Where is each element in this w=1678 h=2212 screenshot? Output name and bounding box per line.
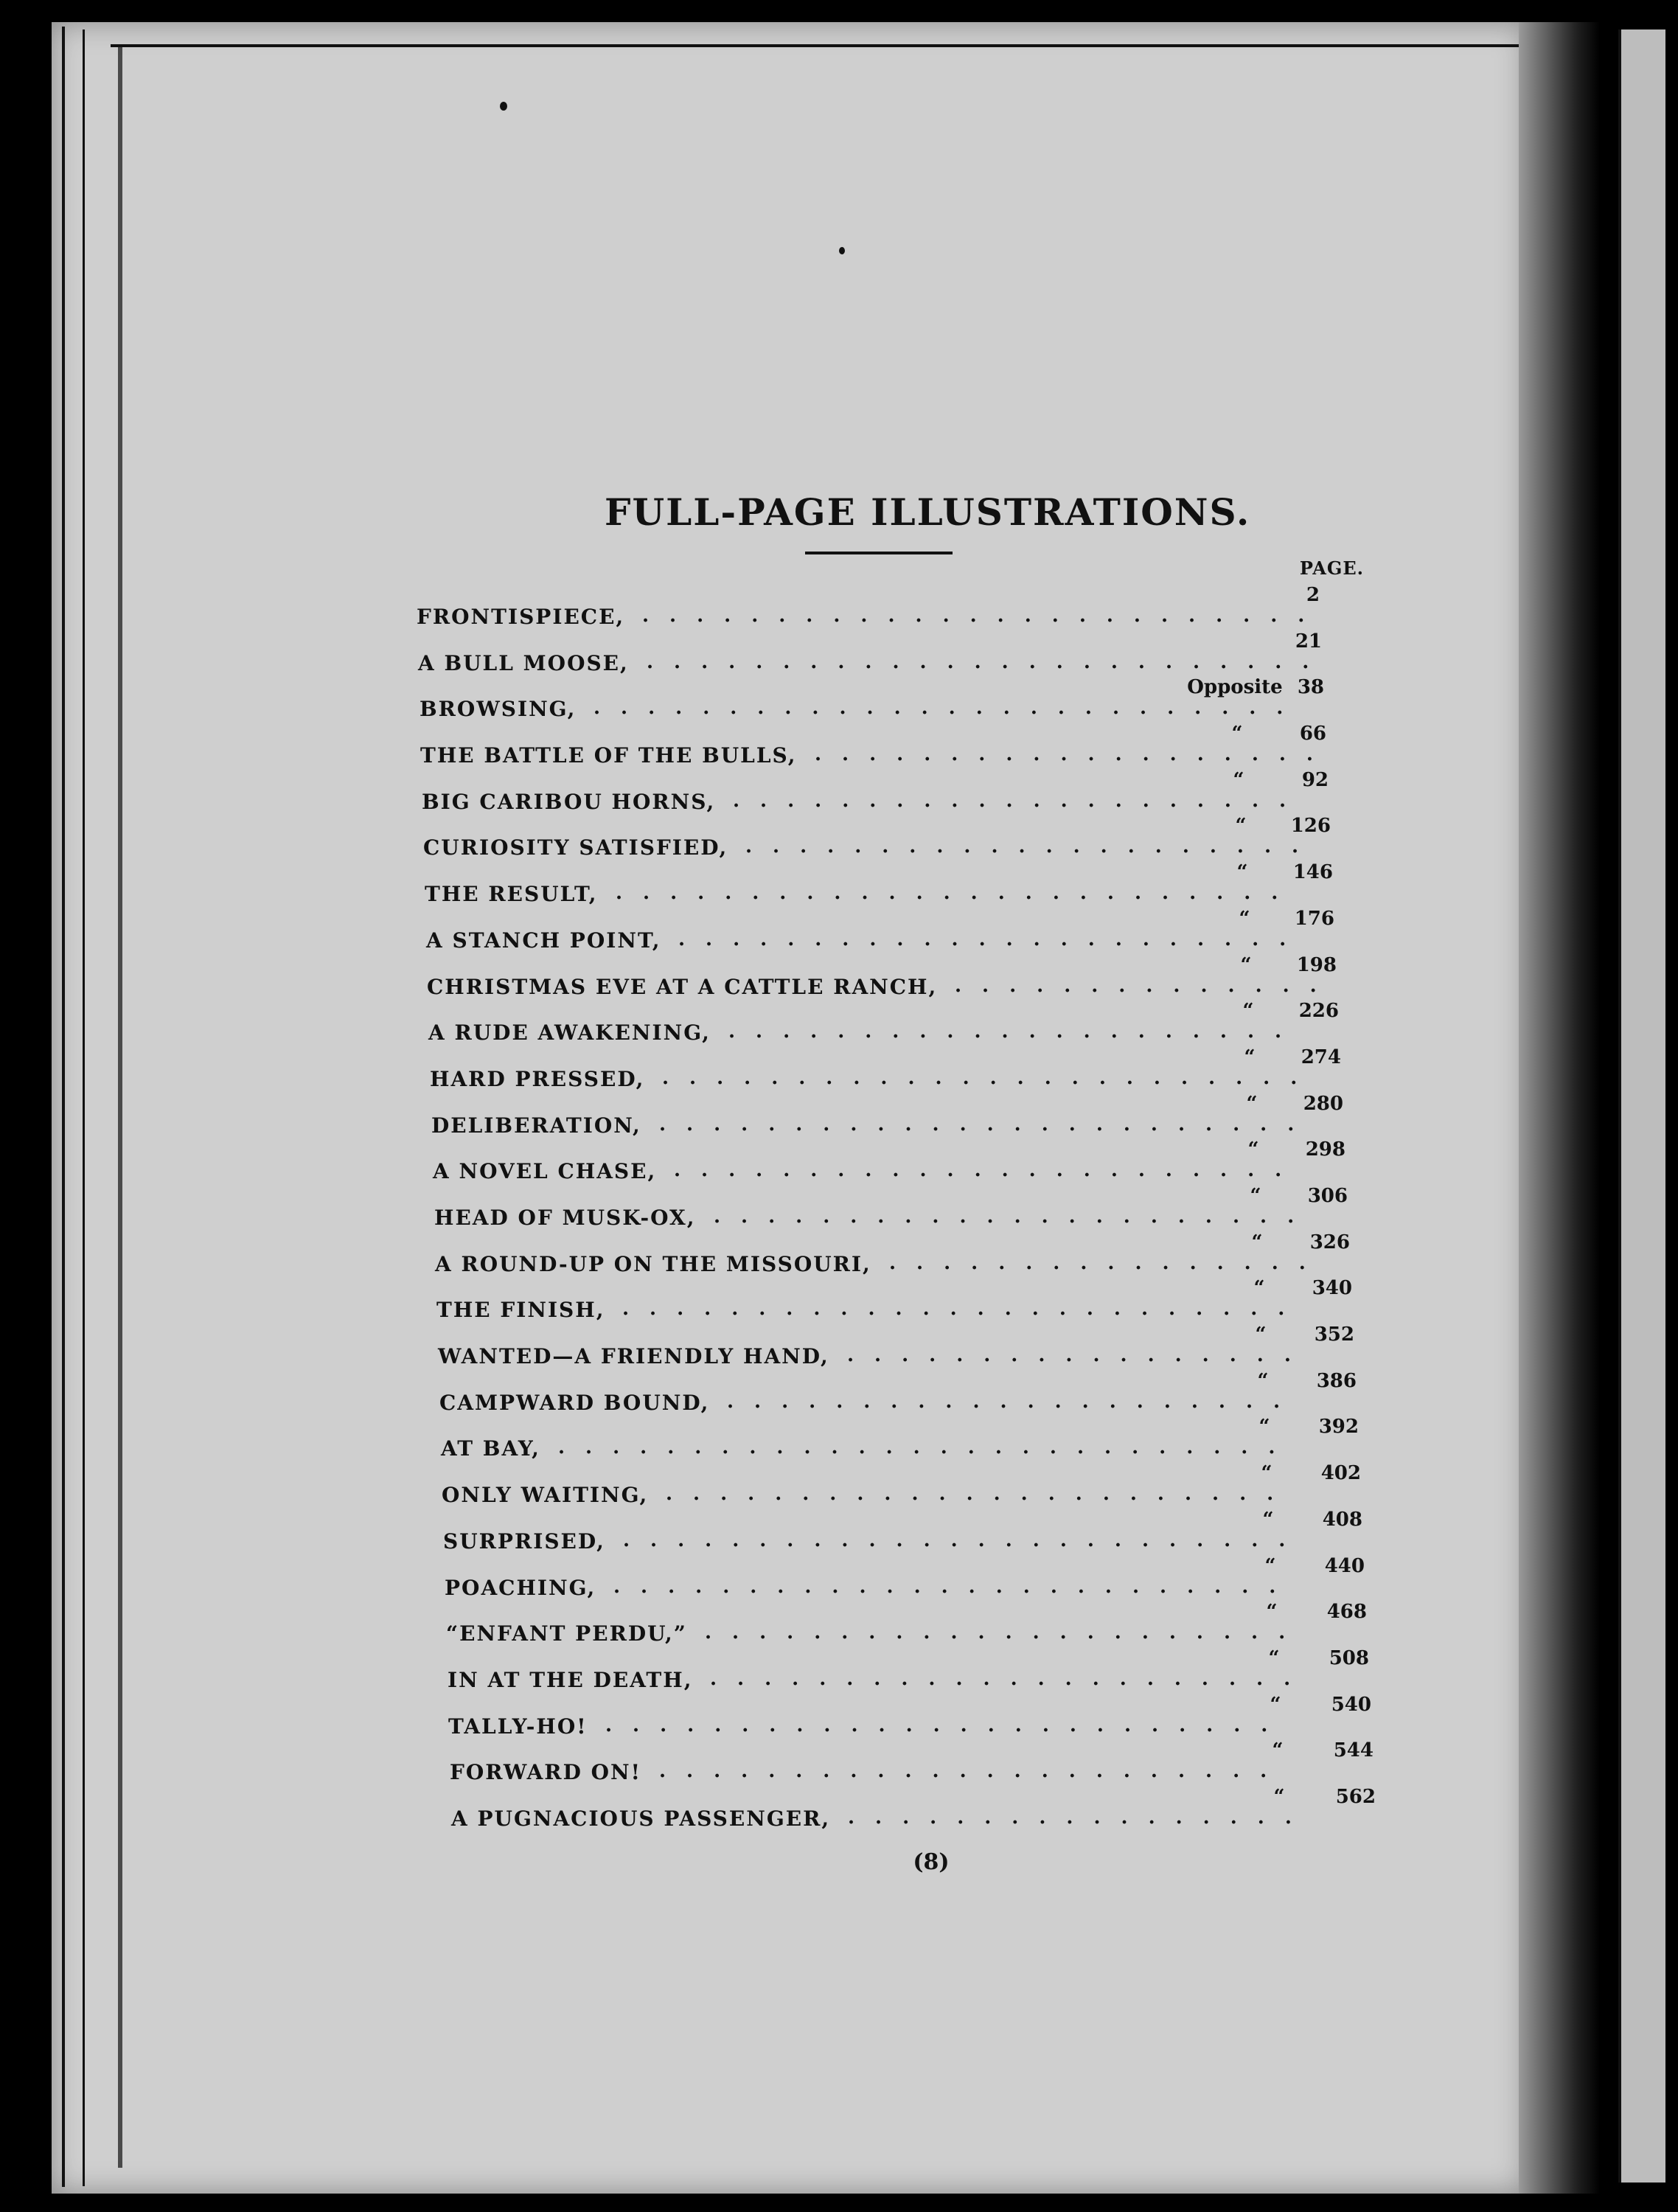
list-item — [434, 1185, 1475, 1235]
page-ref: 352 — [1314, 1324, 1354, 1346]
illustration-title: FRONTISPIECE, — [417, 605, 625, 629]
illustration-title: CAMPWARD BOUND, — [439, 1391, 710, 1415]
illustration-title: BIG CARIBOU HORNS, — [422, 790, 716, 814]
page-top-edge — [111, 44, 1533, 47]
page-ref: 468 — [1326, 1601, 1367, 1623]
list-item — [436, 1277, 1475, 1327]
page-ref: 562 — [1335, 1786, 1376, 1808]
gutter-shadow — [1519, 22, 1600, 2194]
opposite-ref: “ — [1266, 1601, 1278, 1623]
opposite-ref: “ — [1264, 1555, 1276, 1577]
illustration-title: BROWSING, — [420, 697, 577, 721]
leader-dots: ......................... — [616, 882, 1299, 904]
list-item — [425, 861, 1475, 911]
leader-dots: ......................... — [642, 605, 1326, 627]
list-item — [451, 1786, 1475, 1836]
page-ref: 386 — [1316, 1370, 1357, 1392]
illustration-title: A NOVEL CHASE, — [433, 1159, 657, 1183]
list-item — [423, 815, 1475, 865]
list-item — [443, 1509, 1475, 1559]
opposite-ref: “ — [1261, 1462, 1273, 1484]
page-ref: 274 — [1301, 1046, 1341, 1068]
opposite-ref: “ — [1231, 723, 1243, 745]
opposite-ref: Opposite — [1187, 676, 1283, 698]
page-ref: 392 — [1318, 1416, 1359, 1438]
opposite-ref: “ — [1233, 769, 1244, 791]
page-ref: 306 — [1307, 1185, 1348, 1207]
leader-dots: ....................... — [678, 928, 1307, 950]
illustration-title: A ROUND-UP ON THE MISSOURI, — [435, 1252, 871, 1276]
illustration-title: POACHING, — [445, 1576, 596, 1600]
page-title: FULL-PAGE ILLUSTRATIONS. — [605, 490, 1251, 534]
leader-dots: ...................... — [714, 1206, 1315, 1228]
list-item — [438, 1324, 1475, 1374]
list-item — [426, 908, 1475, 958]
page-ref: 340 — [1312, 1277, 1352, 1299]
illustration-title: AT BAY, — [441, 1436, 540, 1461]
leader-dots: ....................... — [659, 1760, 1288, 1782]
ink-speck — [839, 247, 845, 254]
opposite-ref: “ — [1251, 1231, 1263, 1253]
illustration-title: “ENFANT PERDU,” — [446, 1621, 687, 1646]
list-item — [442, 1462, 1475, 1512]
opposite-ref: “ — [1273, 1786, 1285, 1808]
leader-dots: ......................... — [623, 1529, 1306, 1551]
opposite-ref: “ — [1246, 1093, 1258, 1115]
leader-dots: ..................... — [733, 790, 1307, 812]
leader-dots: .......................... — [593, 697, 1304, 719]
opposite-ref: “ — [1239, 908, 1250, 930]
illustration-title: FORWARD ON! — [450, 1760, 641, 1784]
illustration-title: SURPRISED, — [443, 1529, 605, 1554]
leader-dots: ......................... — [647, 651, 1330, 673]
leader-dots: ..................... — [728, 1020, 1303, 1043]
page-edge-line — [62, 27, 65, 2187]
leader-dots: ........................ — [662, 1067, 1318, 1089]
page-edge-line — [83, 29, 85, 2186]
page-ref: 38 — [1297, 676, 1324, 698]
leader-dots: ....................... — [674, 1159, 1303, 1181]
page-ref: 2 — [1306, 584, 1320, 606]
page-ref: 298 — [1305, 1138, 1345, 1161]
opposite-ref: “ — [1270, 1694, 1281, 1716]
opposite-ref: “ — [1258, 1416, 1270, 1438]
leader-dots: ................ — [889, 1252, 1326, 1274]
list-item — [430, 1046, 1475, 1096]
illustration-title: THE RESULT, — [425, 882, 598, 906]
leader-dots: .............. — [955, 975, 1337, 997]
illustration-title: CURIOSITY SATISFIED, — [423, 835, 728, 860]
opposite-ref: “ — [1247, 1138, 1259, 1161]
list-item — [420, 676, 1475, 726]
illustration-title: IN AT THE DEATH, — [448, 1668, 693, 1692]
page-ref: 440 — [1324, 1555, 1365, 1577]
page-ref: 508 — [1329, 1647, 1369, 1669]
illustration-title: HEAD OF MUSK-OX, — [434, 1206, 696, 1230]
illustration-title: ONLY WAITING, — [442, 1483, 649, 1507]
leader-dots: ...................... — [710, 1668, 1312, 1690]
list-item — [446, 1601, 1475, 1651]
page-edge-line — [118, 44, 122, 2168]
page-ref: 198 — [1296, 954, 1337, 976]
page-column-header: PAGE. — [1299, 557, 1364, 579]
title-rule — [805, 552, 953, 554]
page-ref: 21 — [1295, 630, 1322, 653]
facing-page-edge — [1618, 29, 1665, 2183]
illustration-title: DELIBERATION, — [431, 1113, 641, 1138]
page-number: (8) — [913, 1849, 950, 1875]
list-item — [441, 1416, 1475, 1466]
opposite-ref: “ — [1235, 815, 1247, 837]
list-item — [417, 584, 1475, 634]
leader-dots: ......................... — [605, 1714, 1289, 1736]
page-ref: 408 — [1322, 1509, 1362, 1531]
opposite-ref: “ — [1250, 1185, 1261, 1207]
page-ref: 280 — [1303, 1093, 1343, 1115]
illustration-title: WANTED—A FRIENDLY HAND, — [438, 1344, 829, 1368]
page-ref: 66 — [1299, 723, 1326, 745]
illustration-title: HARD PRESSED, — [430, 1067, 645, 1091]
opposite-ref: “ — [1272, 1739, 1284, 1761]
list-item — [448, 1647, 1475, 1697]
opposite-ref: “ — [1244, 1046, 1256, 1068]
illustration-title: THE FINISH, — [436, 1298, 605, 1322]
leader-dots: ...................... — [705, 1621, 1306, 1644]
leader-dots: ......................... — [613, 1576, 1297, 1598]
illustration-title: THE BATTLE OF THE BULLS, — [420, 743, 797, 768]
leader-dots: ..................... — [727, 1391, 1301, 1413]
opposite-ref: “ — [1240, 954, 1252, 976]
opposite-ref: “ — [1253, 1277, 1265, 1299]
leader-dots: ................. — [847, 1344, 1312, 1366]
opposite-ref: “ — [1255, 1324, 1267, 1346]
list-item — [450, 1739, 1475, 1790]
opposite-ref: “ — [1236, 861, 1248, 883]
page-ref: 126 — [1290, 815, 1331, 837]
leader-dots: ................... — [815, 743, 1334, 765]
ink-speck — [500, 102, 507, 111]
opposite-ref: “ — [1257, 1370, 1269, 1392]
page-ref: 544 — [1333, 1739, 1374, 1761]
page-ref: 326 — [1309, 1231, 1350, 1253]
page-ref: 92 — [1301, 769, 1329, 791]
page-ref: 176 — [1294, 908, 1334, 930]
illustration-title: A STANCH POINT, — [426, 928, 661, 953]
page-ref: 540 — [1331, 1694, 1371, 1716]
page-ref: 226 — [1298, 1000, 1339, 1022]
page-ref: 146 — [1292, 861, 1333, 883]
illustration-title: A RUDE AWAKENING, — [428, 1020, 711, 1045]
illustration-title: A BULL MOOSE, — [418, 651, 629, 675]
list-item — [428, 1000, 1475, 1050]
leader-dots: ......................... — [622, 1298, 1306, 1320]
opposite-ref: “ — [1262, 1509, 1274, 1531]
leader-dots: ........................... — [558, 1436, 1296, 1458]
opposite-ref: “ — [1268, 1647, 1280, 1669]
illustration-title: A PUGNACIOUS PASSENGER, — [451, 1806, 831, 1831]
list-item — [420, 723, 1475, 773]
illustration-title: CHRISTMAS EVE AT A CATTLE RANCH, — [427, 975, 938, 999]
leader-dots: ..................... — [745, 835, 1320, 858]
leader-dots: ....................... — [666, 1483, 1295, 1505]
leader-dots: ................. — [848, 1806, 1312, 1829]
illustration-title: TALLY-HO! — [448, 1714, 588, 1739]
leader-dots: ........................ — [659, 1113, 1315, 1135]
list-item — [433, 1138, 1475, 1189]
opposite-ref: “ — [1242, 1000, 1254, 1022]
page-ref: 402 — [1320, 1462, 1361, 1484]
